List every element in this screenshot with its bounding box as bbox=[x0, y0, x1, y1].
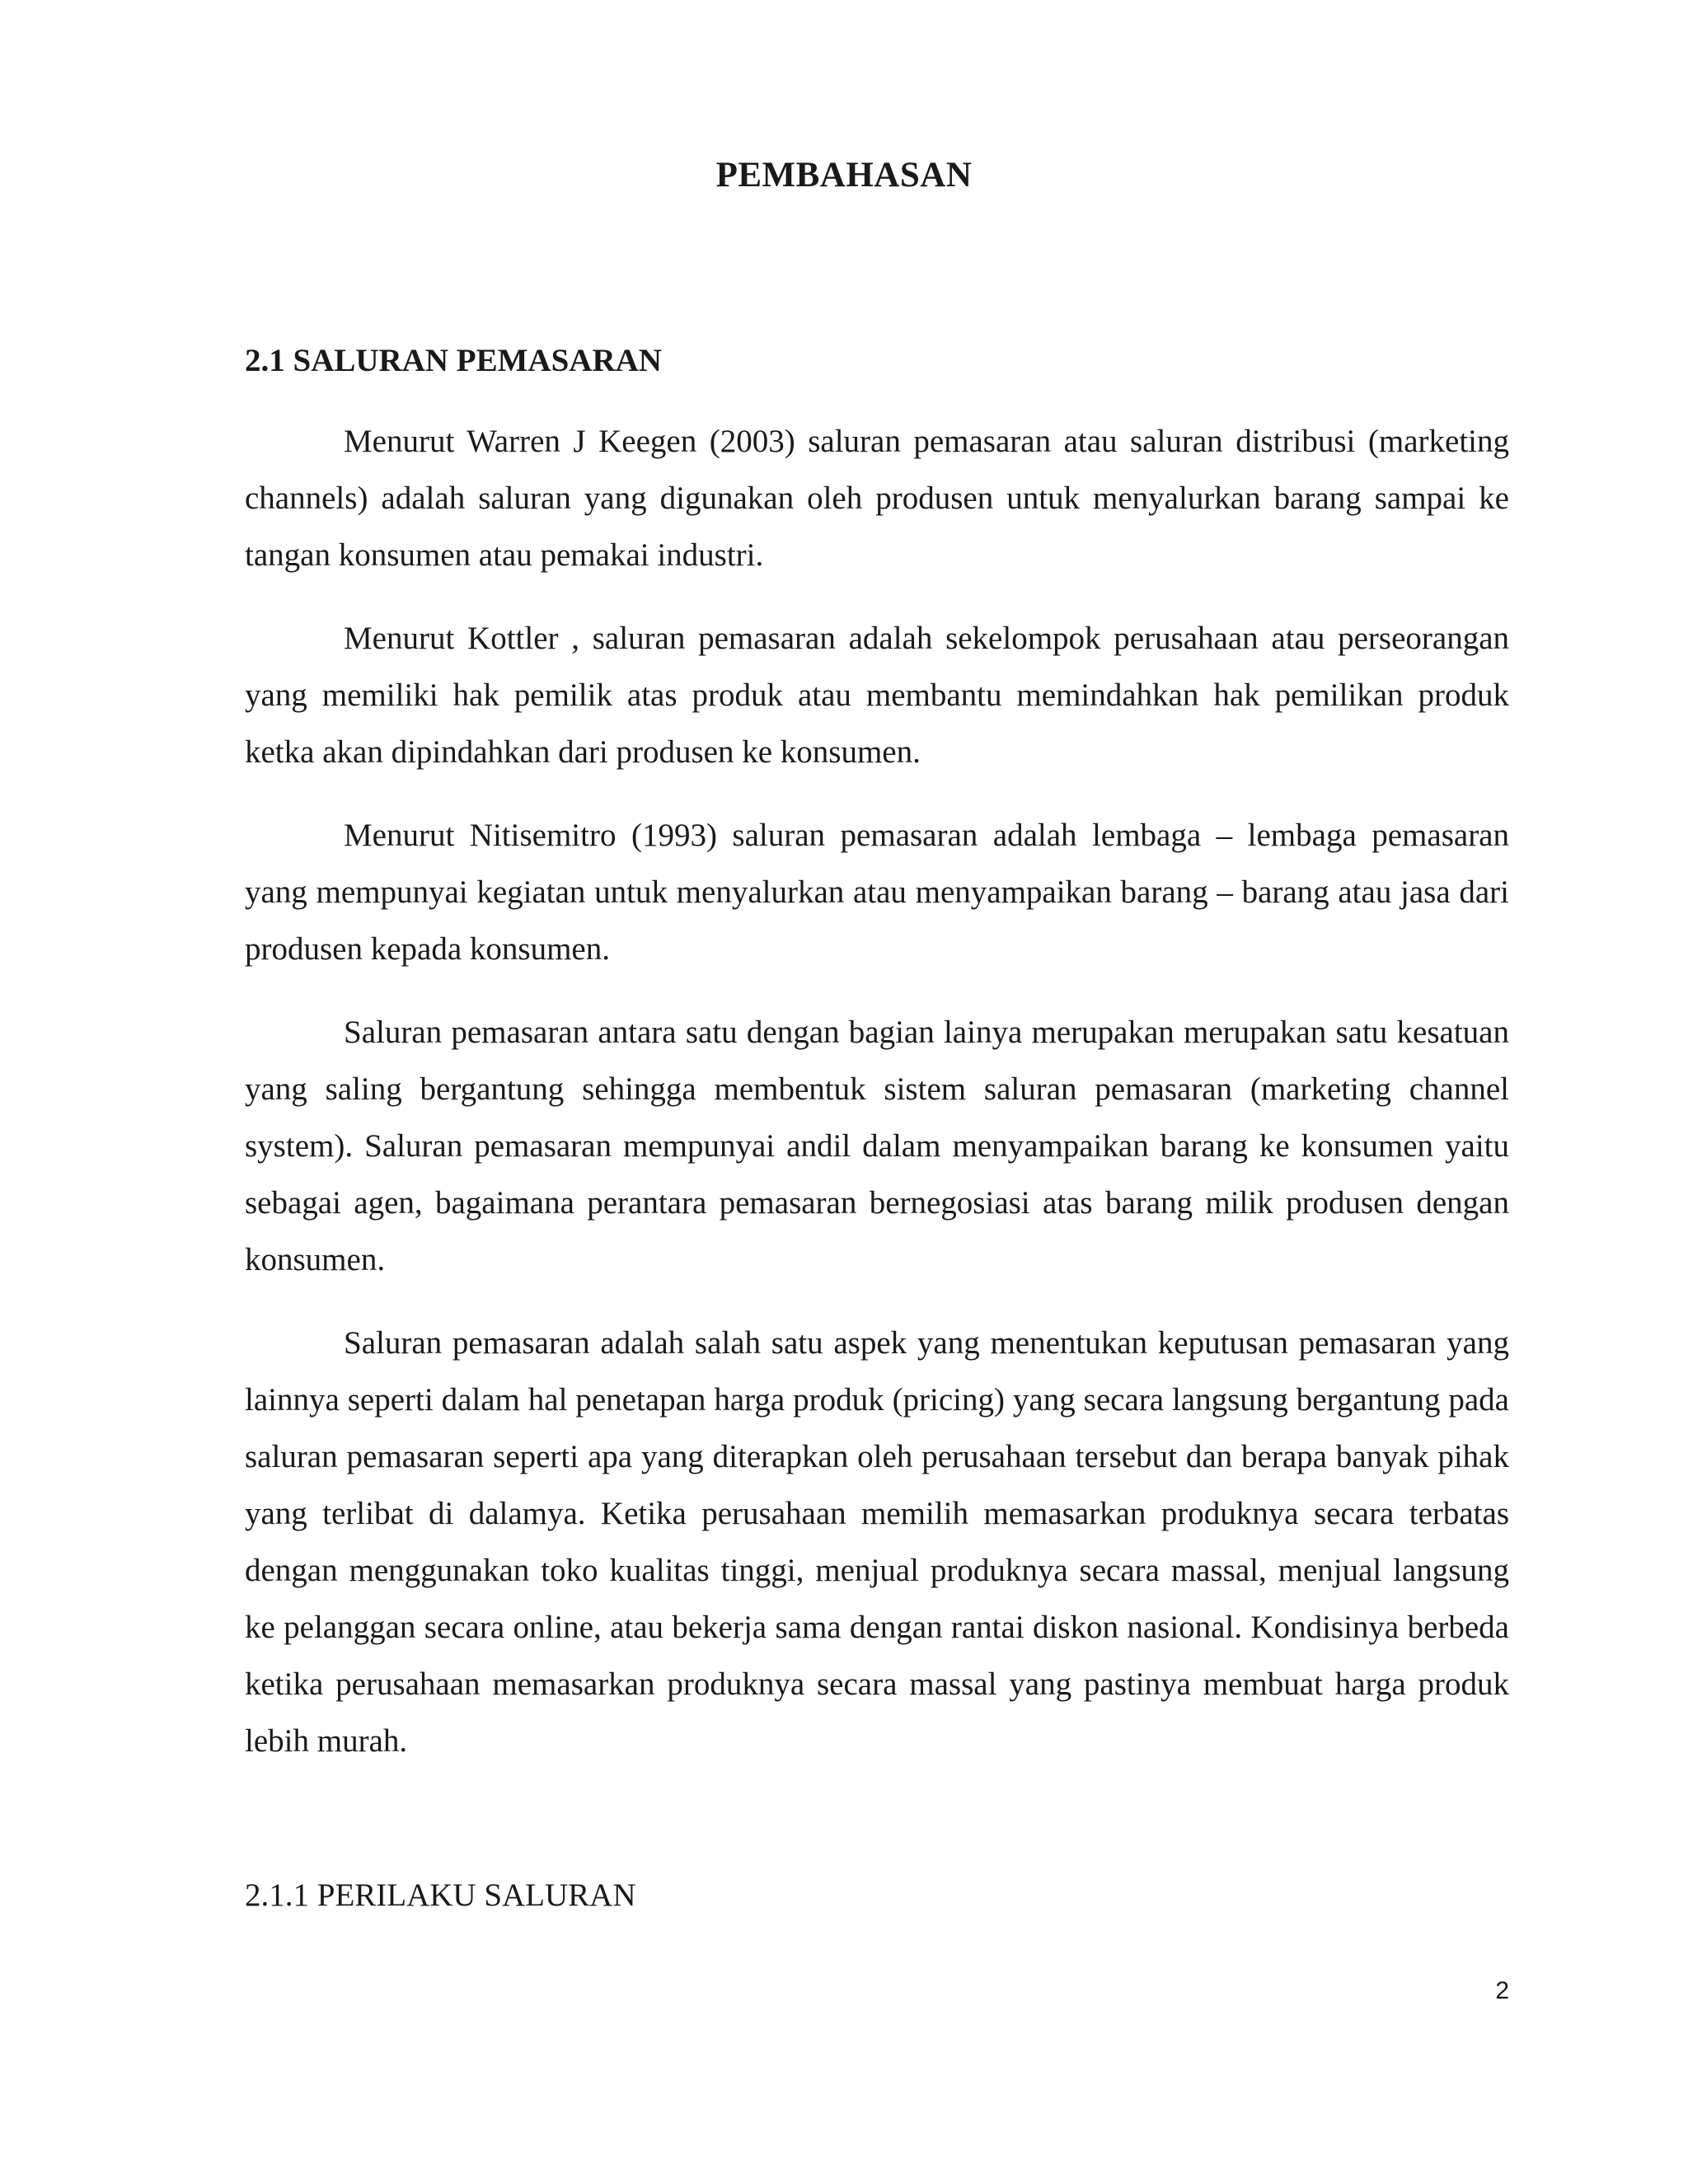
subsection-heading: 2.1.1 PERILAKU SALURAN bbox=[245, 1877, 636, 1913]
paragraph: Menurut Nitisemitro (1993) saluran pemasaran adalah lembaga – lembaga pemasaran yang mempunyai kegiatan untuk menyalurkan atau menyampaikan barang – barang atau jasa dari produsen kepada konsumen. bbox=[245, 818, 1509, 967]
paragraph: Menurut Kottler , saluran pemasaran adalah sekelompok perusahaan atau perseorangan yang memiliki hak pemilik atas produk atau membantu memindahkan hak pemilikan produk ketka akan dipindahkan dari produsen ke konsumen. bbox=[245, 621, 1509, 770]
page-title: PEMBAHASAN bbox=[715, 156, 973, 194]
paragraph: Saluran pemasaran adalah salah satu aspek yang menentukan keputusan pemasaran yang lainnya seperti dalam hal penetapan harga produk (pricing) yang secara langsung bergantung pada saluran pemasaran seperti apa yang diterapkan oleh perusahaan tersebut dan berapa banyak pihak yang terlibat di dalamya. Ketika perusahaan memilih memasarkan produknya secara terbatas dengan menggunakan toko kualitas tinggi, menjual produknya secara massal, menjual langsung ke pelanggan secara online, atau bekerja sama dengan rantai diskon nasional. Kondisinya berbeda ketika perusahaan memasarkan produknya secara massal yang pastinya membuat harga produk lebih murah. bbox=[245, 1325, 1509, 1759]
paragraph: Menurut Warren J Keegen (2003) saluran pemasaran atau saluran distribusi (marketing channels) adalah saluran yang digunakan oleh produsen untuk menyalurkan barang sampai ke tangan konsumen atau pemakai industri. bbox=[245, 424, 1509, 573]
paragraph: Saluran pemasaran antara satu dengan bagian lainya merupakan merupakan satu kesatuan yang saling bergantung sehingga membentuk sistem saluran pemasaran (marketing channel system). Saluran pemasaran mempunyai andil dalam menyampaikan barang ke konsumen yaitu sebagai agen, bagaimana perantara pemasaran bernegosiasi atas barang milik produsen dengan konsumen. bbox=[245, 1015, 1509, 1277]
page-number: 2 bbox=[1495, 1977, 1509, 2004]
body-text bbox=[245, 413, 1509, 1796]
section-heading: 2.1 SALURAN PEMASARAN bbox=[245, 343, 662, 378]
